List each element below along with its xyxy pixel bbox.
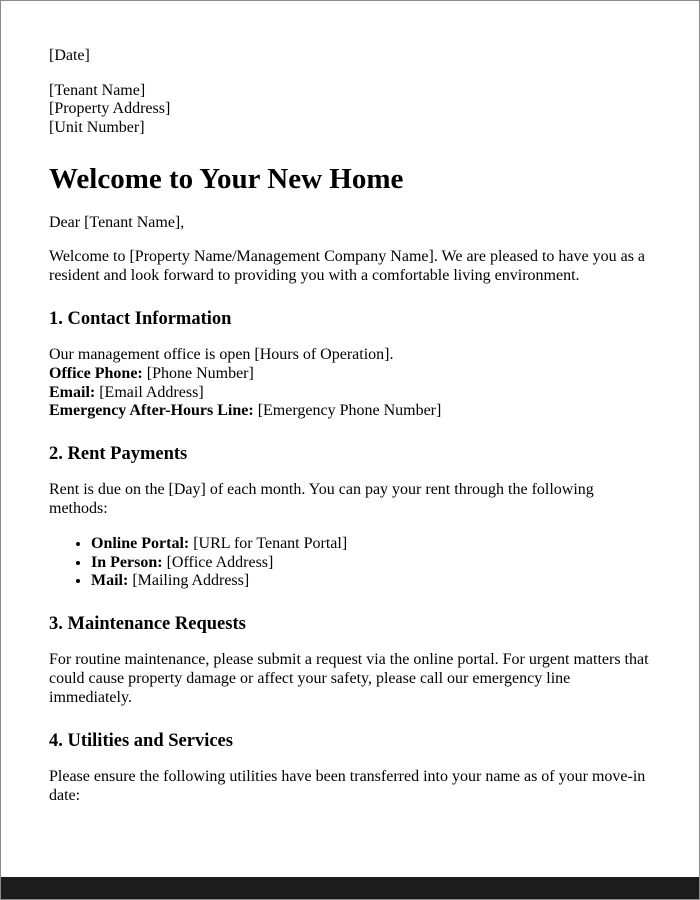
letter-title: Welcome to Your New Home — [49, 162, 404, 195]
utilities-paragraph: Please ensure the following utilities have been transferred into your name as of your move-in date: — [49, 767, 646, 804]
office-phone-label: Office Phone: — [49, 364, 143, 382]
email-line — [49, 384, 655, 403]
section-heading-contact: 1. Contact Information — [49, 308, 232, 329]
intro-paragraph: Welcome to [Property Name/Management Company Name]. We are pleased to have you as a resident and look forward to providing you with a comfortable living environment. — [49, 248, 646, 285]
office-phone-value: [Phone Number] — [146, 364, 254, 382]
recipient-block — [49, 82, 655, 138]
email-label: Email: — [49, 383, 96, 401]
email-value: [Email Address] — [99, 383, 204, 401]
payment-method-online — [91, 535, 655, 554]
emergency-line — [49, 402, 655, 421]
emergency-label: Emergency After-Hours Line: — [49, 402, 254, 420]
rent-intro-paragraph: Rent is due on the [Day] of each month. You can pay your rent through the following methods: — [49, 481, 594, 518]
office-hours-line: Our management office is open [Hours of Operation]. — [49, 346, 394, 364]
section-heading-maintenance: 3. Maintenance Requests — [49, 614, 246, 635]
online-portal-value: [URL for Tenant Portal] — [193, 534, 348, 552]
section-heading-utilities: 4. Utilities and Services — [49, 730, 233, 751]
recipient-line-unit: [Unit Number] — [49, 119, 145, 137]
payment-method-in-person — [91, 554, 655, 573]
online-portal-label: Online Portal: — [91, 534, 190, 552]
letter-document — [1, 1, 699, 877]
office-phone-line — [49, 365, 655, 384]
payment-method-mail — [91, 572, 655, 591]
salutation: Dear [Tenant Name], — [49, 213, 185, 231]
section-heading-rent: 2. Rent Payments — [49, 444, 188, 465]
in-person-value: [Office Address] — [166, 553, 274, 571]
mail-value: [Mailing Address] — [132, 572, 250, 590]
contact-info-block — [49, 346, 655, 421]
mail-label: Mail: — [91, 572, 129, 590]
recipient-line-address: [Property Address] — [49, 100, 171, 118]
emergency-value: [Emergency Phone Number] — [257, 402, 442, 420]
recipient-line-tenant: [Tenant Name] — [49, 81, 146, 99]
in-person-label: In Person: — [91, 553, 163, 571]
date-line: [Date] — [49, 47, 90, 64]
payment-methods-list — [49, 535, 655, 591]
maintenance-paragraph: For routine maintenance, please submit a request via the online portal. For urgent matters that could cause property damage or affect your safety, please call our emergency line immediately. — [49, 651, 649, 706]
